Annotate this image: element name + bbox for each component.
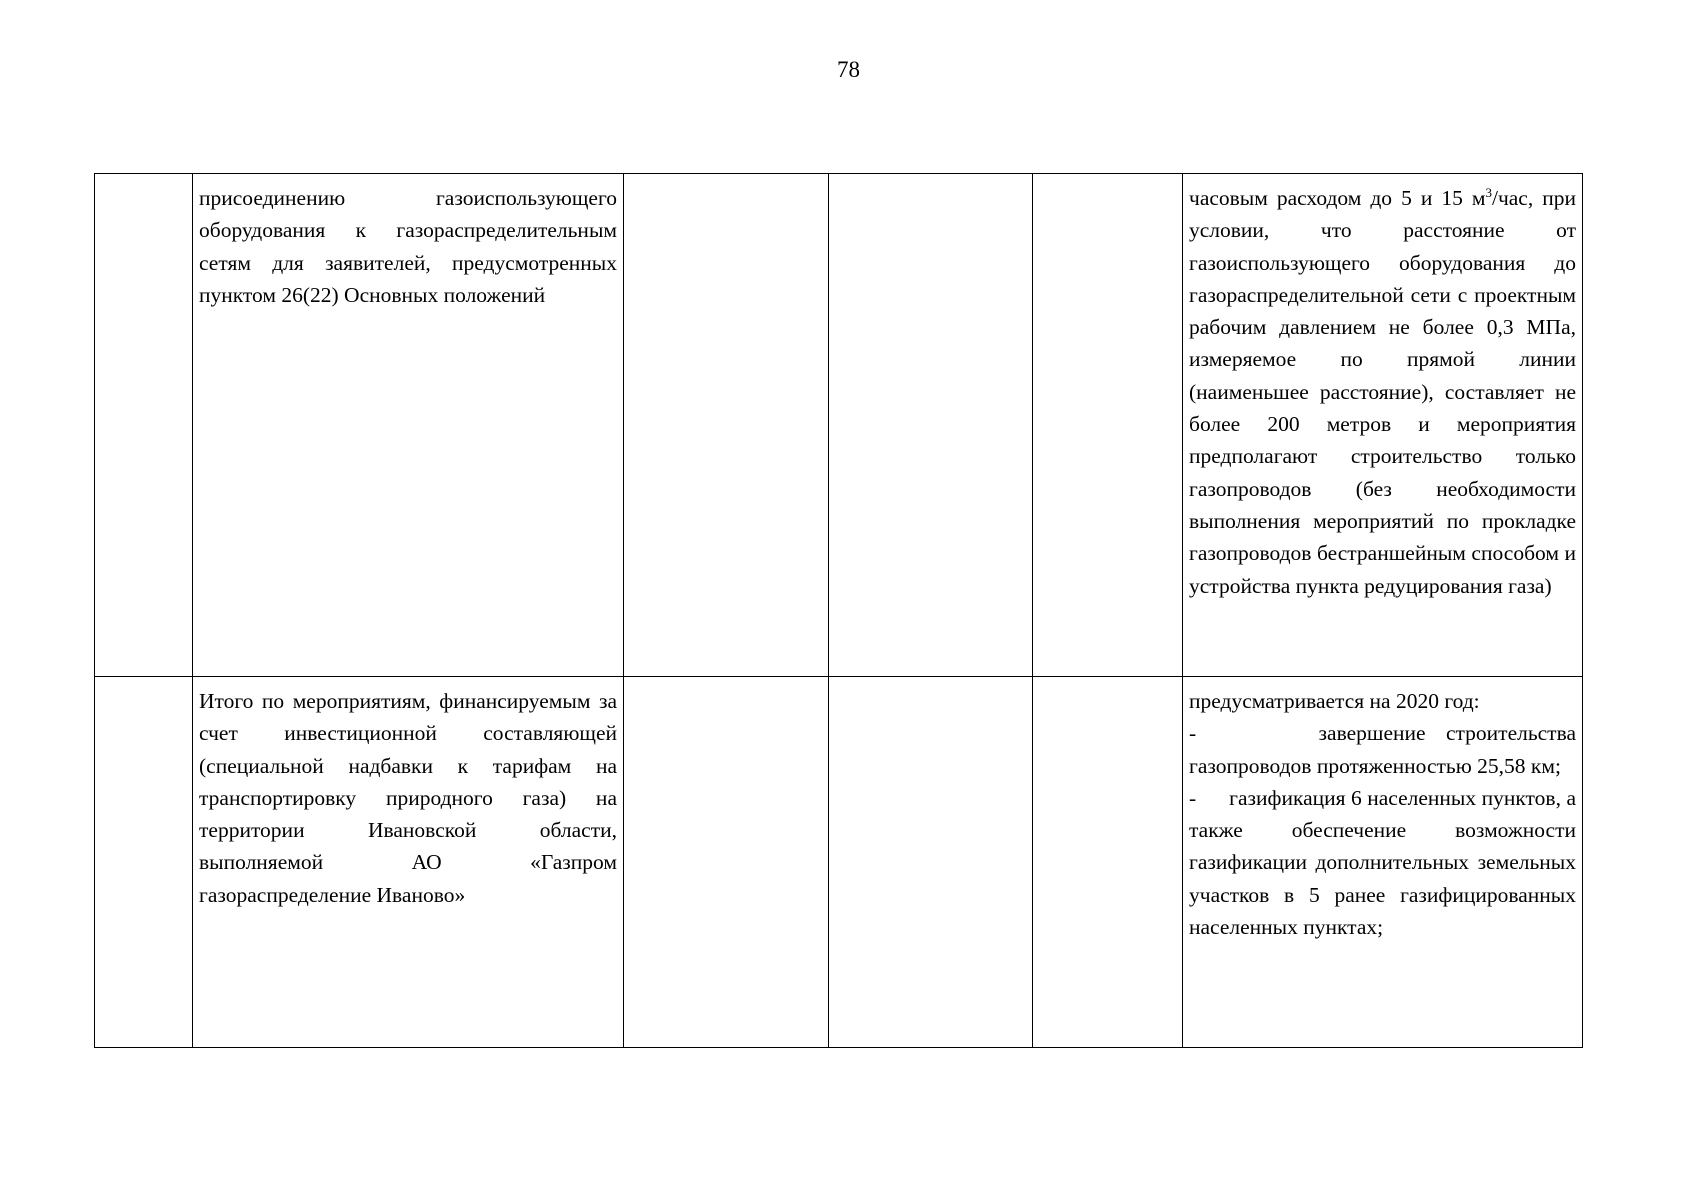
table-cell-empty [829, 174, 1033, 677]
notes-list [1189, 685, 1576, 943]
table-cell-empty [1033, 174, 1183, 677]
measures-table [94, 173, 1583, 1048]
table-row [95, 174, 1583, 677]
table-cell-notes [1183, 174, 1583, 677]
notes-text-part: /час, при условии, что расстояние от газоиспользующего оборудования до газораспределительной сети с проектным рабочим давлением не более 0,3 МПа, измеряемое по прямой линии (наименьшее расстояние), составляет не более 200 метров и мероприятия предполагают строительство только газопроводов (без необходимости выполнения мероприятий по прокладке газопроводов бестраншейным способом и устройства пункта редуцирования газа) [1189, 186, 1576, 598]
superscript-3: 3 [1485, 184, 1492, 200]
page-number: 78 [837, 57, 860, 82]
table-cell-empty [1033, 677, 1183, 1048]
notes-list-item: - завершение строительства газопроводов протяженностью 25,58 км; [1189, 721, 1576, 778]
table-cell-empty [624, 174, 829, 677]
table-cell-description: присоединению газоиспользующего оборудования к газораспределительным сетям для заявителей, предусмотренных пунктом 26(22) Основных положений [193, 174, 624, 677]
notes-text [1189, 182, 1576, 602]
table-cell-empty [829, 677, 1033, 1048]
table-cell-number [95, 174, 193, 677]
table-cell-number [95, 677, 193, 1048]
notes-text-part: часовым расходом до 5 и 15 м [1189, 186, 1486, 210]
notes-intro: предусматривается на 2020 год: [1189, 689, 1480, 713]
table-cell-description: Итого по мероприятиям, финансируемым за счет инвестиционной составляющей (специальной надбавки к тарифам на транспортировку природного газа) на территории Ивановской области, выполняемой АО «Газпром газораспределение Иваново» [193, 677, 624, 1048]
notes-list-item: - газификация 6 населенных пунктов, а также обеспечение возможности газификации дополнительных земельных участков в 5 ранее газифицированных населенных пунктах; [1189, 785, 1576, 940]
table-row [95, 677, 1583, 1048]
table-cell-empty [624, 677, 829, 1048]
table-cell-notes [1183, 677, 1583, 1048]
